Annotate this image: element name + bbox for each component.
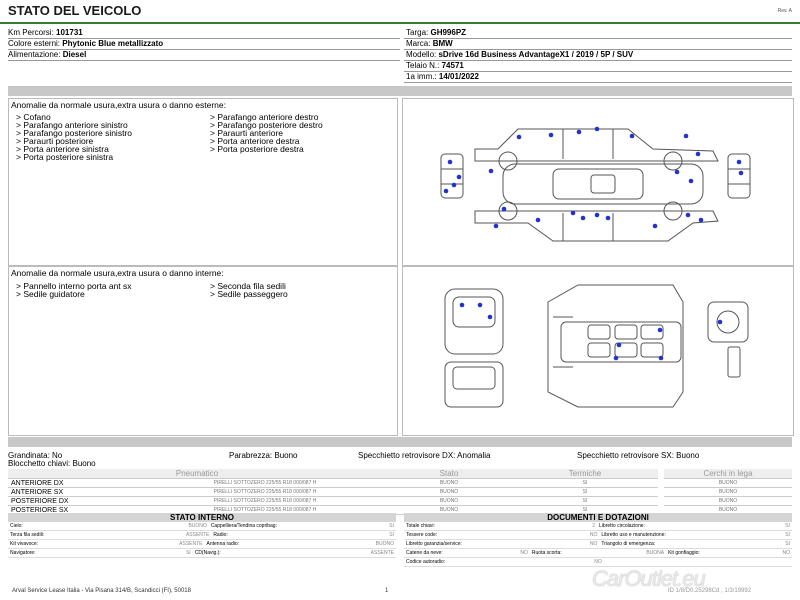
internal-damage-list-left [16,282,132,298]
internal-damage-list-right [210,282,288,298]
page-title: STATO DEL VEICOLO [8,3,142,18]
list-item: > Seconda fila sedili [210,281,286,291]
brand-field: Marca: BMW [406,39,453,48]
list-item: > Paraurti posteriore [16,136,94,146]
registration-field: 1a imm.: 14/01/2022 [406,72,479,81]
tyre-position: ANTERIORE SX [8,488,144,497]
list-item: > Cofano [16,112,51,122]
rims-header: Cerchi in lega [664,469,792,479]
km-field: Km Percorsi: 101731 [8,28,83,37]
table-row: Totale chiavi: 2 Libretto circolazione: SI [406,523,791,529]
table-row: Codice autoradio: NO [404,558,792,567]
watermark-logo: CarOutlet.eu [592,566,705,591]
tyres-table [8,469,658,515]
documents-box [404,513,792,567]
list-item: > Parafango posteriore sinistro [16,128,132,138]
table-row: Catene da neve: NO Ruota scorta: BUONA Kit gonfiaggio: NO [406,550,790,556]
external-damage-list-right [210,113,323,153]
tyre-thermal: SI [512,497,658,506]
internal-car-diagram [403,267,793,435]
list-item: > Porta anteriore destra [210,136,300,146]
rim-state: BUONO [664,497,792,506]
external-car-diagram [403,99,793,265]
internal-state-title: STATO INTERNO [8,513,396,522]
fuel-field: Alimentazione: Diesel [8,50,87,59]
divider [404,82,792,83]
rim-state: BUONO [664,488,792,497]
list-item: > Parafango anteriore sinistro [16,120,128,130]
external-damage-list-left [16,113,132,161]
rim-state: BUONO [664,479,792,488]
tyre-position: POSTERIORE DX [8,497,144,506]
title-underline [0,22,800,24]
list-item: > Porta posteriore sinistra [16,152,114,162]
table-row: Cielo: BUONO Cappelliera/Tendina copribag: SI [10,523,395,529]
tyre-spec: PIRELLI SOTTOZERO 225/55 R18 000/087 H [144,488,386,497]
internal-diagram-panel [402,266,794,436]
tyre-spec: PIRELLI SOTTOZERO 225/55 R18 000/087 H [144,497,386,506]
external-diagram-panel [402,98,794,266]
list-item: > Sedile passeggero [210,289,288,299]
tyre-thermal: SI [512,506,658,515]
tyres-header-termiche: Termiche [512,469,658,479]
section-band [8,437,792,447]
external-damage-title: Anomalie da normale usura,extra usura o danno esterne: [11,100,226,110]
footer-code: ID 1/8/D0.25298Cd , 1/3/19992 [668,588,752,594]
list-item: > Porta posteriore destra [210,144,304,154]
mirror-sx-status: Specchietto retrovisore SX: Buono [577,451,700,460]
tyre-spec: PIRELLI SOTTOZERO 225/55 R18 000/087 H [144,479,386,488]
revision-label: Rev. A [777,8,792,14]
list-item: > Sedile guidatore [16,289,85,299]
list-item: > Parafango posteriore destro [210,120,323,130]
tyres-header-pneumatico: Pneumatico [8,469,386,479]
tyre-spec: PIRELLI SOTTOZERO 225/55 R18 000/087 H [144,506,386,515]
tyre-position: ANTERIORE DX [8,479,144,488]
list-item: > Parafango anteriore destro [210,112,319,122]
footer-company: Arval Service Lease Italia - Via Pisana 314/B, Scandicci (FI), 50018 [12,588,191,594]
internal-state-box [8,513,396,558]
mirror-dx-status: Specchietto retrovisore DX: Anomalia [358,451,491,460]
list-item: > Pannello interno porta ant sx [16,281,132,291]
tyres-header-row [8,469,658,479]
divider [404,38,792,39]
list-item: > Paraurti anteriore [210,128,283,138]
table-row: Libretto garanzia/service: NO Triangolo di emergenza: SI [406,541,791,547]
tyre-state: BUONO [386,497,512,506]
tyre-state: BUONO [386,479,512,488]
color-field: Colore esterni: Phytonic Blue metallizzato [8,39,164,48]
tyre-thermal: SI [512,479,658,488]
internal-damage-title: Anomalie da normale usura,extra usura o danno interne: [11,268,224,278]
tyre-position: POSTERIORE SX [8,506,144,515]
windshield-status: Parabrezza: Buono [229,451,298,460]
keyblock-status: Blocchetto chiavi: Buono [8,459,96,468]
table-row: Navigatore: SI CD(Navig.): ASSENTE [10,550,395,556]
rim-state: BUONO [664,506,792,515]
documents-title: DOCUMENTI E DOTAZIONI [404,513,792,522]
model-field: Modello: sDrive 16d Business AdvantageX1 / 2019 / 5P / SUV [406,50,634,59]
plate-field: Targa: GH996PZ [406,28,467,37]
list-item: > Porta anteriore sinistra [16,144,109,154]
table-row [8,497,658,506]
section-band [8,86,792,96]
hail-status: Grandinata: No [8,451,63,460]
table-row: Terza fila sedili: ASSENTE Radio: SI [10,532,395,538]
table-row [8,479,658,488]
chassis-field: Telaio N.: 74571 [406,61,464,70]
divider [8,60,400,61]
footer-page: 1 [385,588,389,594]
table-row: Tessere code: NO Libretto uso e manutenzione: SI [406,532,791,538]
table-row: Kit vivavoce: ASSENTE Antenna radio: BUONO [10,541,394,547]
tyre-state: BUONO [386,488,512,497]
tyre-state: BUONO [386,506,512,515]
tyre-thermal: SI [512,488,658,497]
tyres-header-stato: Stato [386,469,512,479]
rims-table [664,469,792,515]
table-row [8,488,658,497]
